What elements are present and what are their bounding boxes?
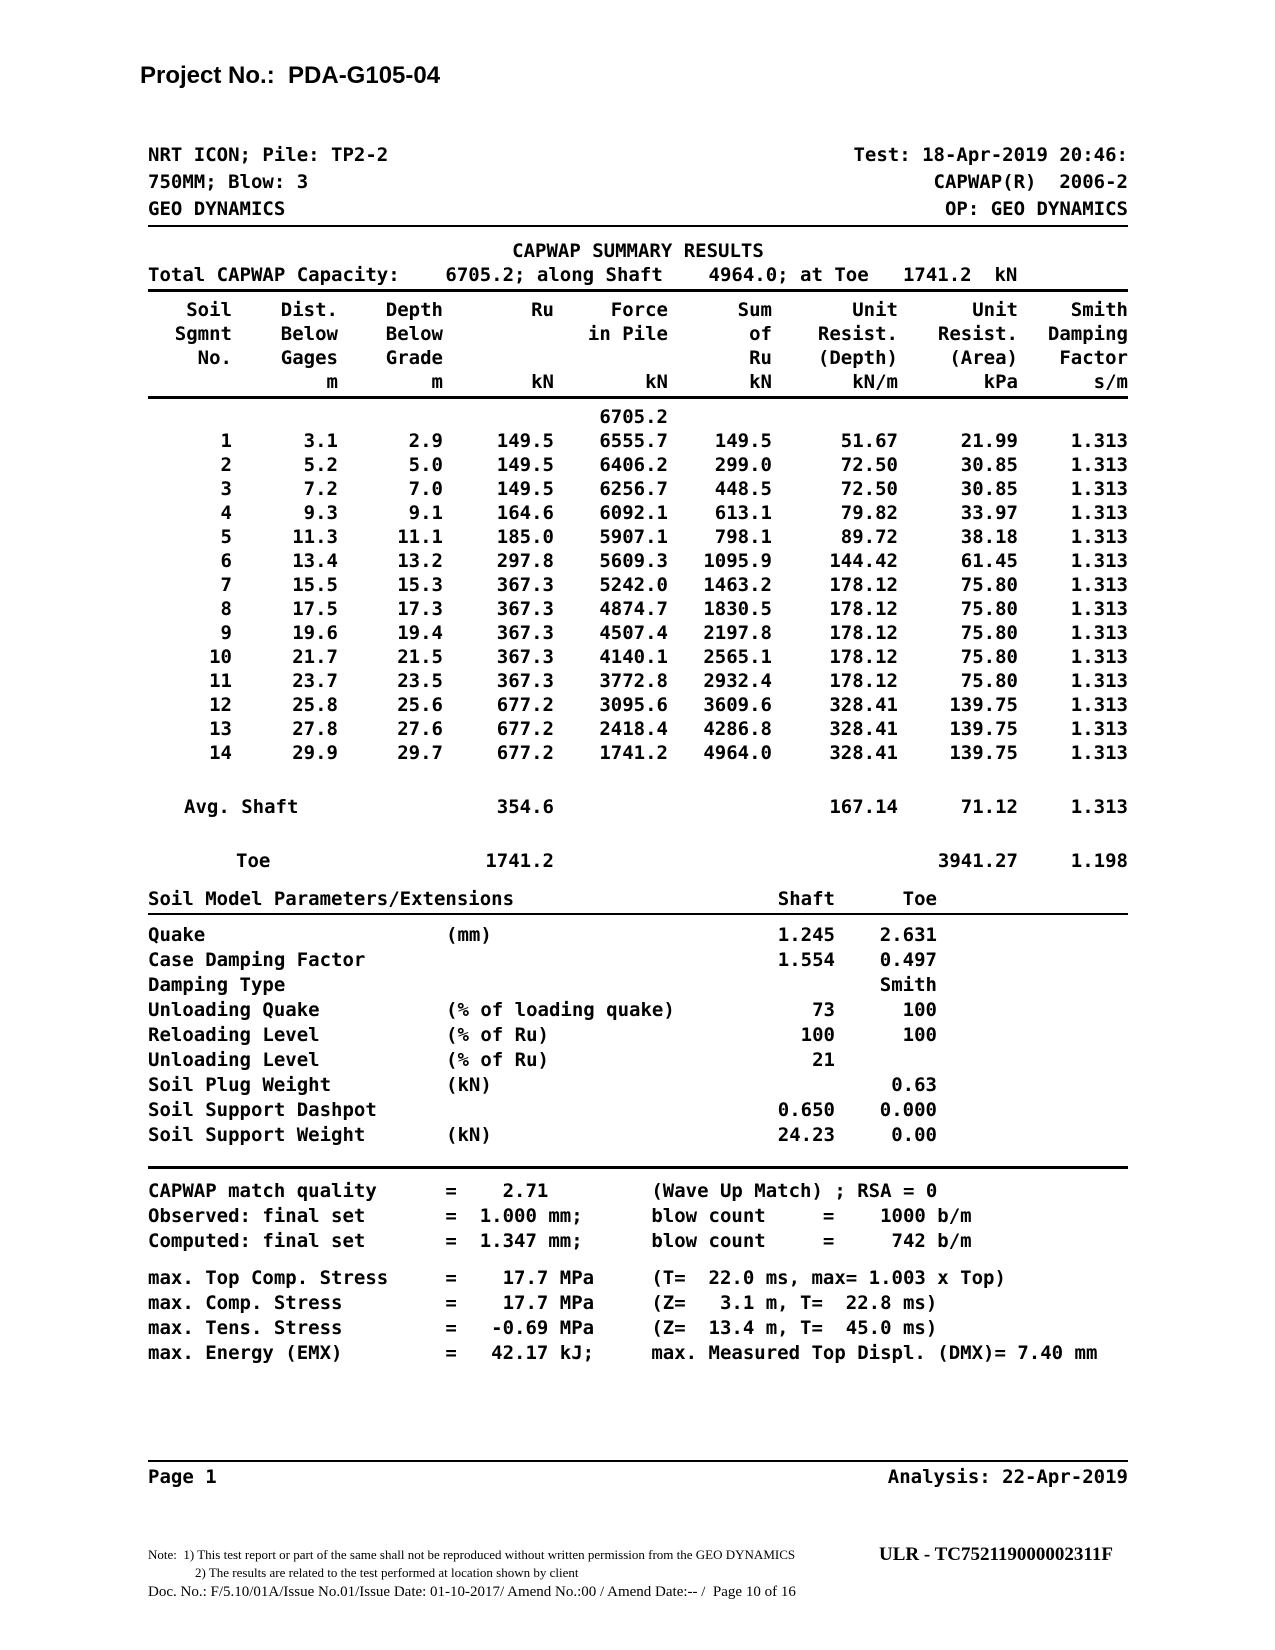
table-cell (232, 405, 338, 429)
table-cell: 100 (902, 999, 937, 1021)
table-cell: 6406.2 (599, 454, 668, 476)
table-cell: (Area) (949, 347, 1018, 369)
table-cell: 5.2 (303, 454, 338, 476)
table-cell: (% of Ru) (446, 1024, 549, 1046)
table-cell: 8 (220, 598, 232, 620)
table-cell: 4874.7 (599, 598, 668, 620)
table-cell: 21.5 (397, 646, 443, 668)
page-number: Page 1 (148, 1466, 217, 1488)
table-cell: 79.82 (840, 502, 898, 524)
table-cell: 178.12 (829, 598, 898, 620)
note-line-2: 2) The results are related to the test performed at location shown by client (195, 1565, 579, 1580)
table-cell (443, 322, 554, 346)
soil-model-row (148, 1098, 1128, 1123)
table-cell: 24.23 (777, 1124, 835, 1146)
report-header (148, 142, 1128, 223)
table-cell (668, 795, 772, 819)
table-cell: 0.000 (879, 1099, 937, 1121)
table-cell: 100 (800, 1024, 835, 1046)
observed-set-line: Observed: final set = 1.000 mm; blow count = 1000 b/m (148, 1205, 972, 1227)
table-cell: kN (645, 371, 668, 393)
table-cell: 1741.2 (599, 742, 668, 764)
table-cell: 2197.8 (703, 622, 772, 644)
table-cell: 139.75 (949, 742, 1018, 764)
table-cell: 23.5 (397, 670, 443, 692)
avg-shaft-ru: 354.6 (496, 796, 554, 818)
ulr-number: ULR - TC752119000002311F (878, 1544, 1113, 1565)
table-cell (898, 405, 1018, 429)
table-cell (554, 849, 668, 873)
table-cell: in Pile (587, 323, 668, 345)
table-cell: 1.313 (1070, 598, 1128, 620)
table-cell: 1.313 (1070, 454, 1128, 476)
table-header-row (148, 298, 1128, 322)
table-cell: Ru (531, 299, 554, 321)
table-cell: 367.3 (496, 670, 554, 692)
table-cell: 0.497 (879, 949, 937, 971)
doc-number-line: Doc. No.: F/5.10/01A/Issue No.01/Issue Date: 01-10-2017/ Amend No.:00 / Amend Date:-- / Page 10 of 16 (148, 1584, 796, 1600)
soil-model-row (148, 998, 1128, 1023)
software-version: CAPWAP(R) 2006-2 (933, 171, 1128, 193)
table-cell: 15.3 (397, 574, 443, 596)
table-row (148, 573, 1128, 597)
table-cell: 328.41 (829, 718, 898, 740)
results-table-body (148, 399, 1128, 765)
table-cell: 21.7 (292, 646, 338, 668)
table-cell: kN/m (852, 371, 898, 393)
note-line-1: Note: 1) This test report or part of the same shall not be reproduced without written permission from the GEO DYNAMICS (148, 1547, 796, 1562)
table-cell: kPa (983, 371, 1018, 393)
table-cell: Dist. (280, 299, 338, 321)
table-cell: 7 (220, 574, 232, 596)
table-cell: 11 (209, 670, 232, 692)
pile-size-blow: 750MM; Blow: 3 (148, 171, 309, 193)
table-cell: Quake (148, 924, 206, 946)
table-cell: Unloading Level (148, 1049, 320, 1071)
toe-label: Toe (236, 850, 271, 872)
table-cell: 1.313 (1070, 670, 1128, 692)
toe-ru: 1741.2 (485, 850, 554, 872)
soil-model-header (148, 887, 1128, 915)
table-cell: 75.80 (960, 670, 1018, 692)
table-cell: 17.3 (397, 598, 443, 620)
table-cell: 367.3 (496, 574, 554, 596)
table-cell: 33.97 (960, 502, 1018, 524)
table-cell: 12 (209, 694, 232, 716)
table-cell: 6705.2 (599, 406, 668, 428)
table-cell: 1.554 (777, 949, 835, 971)
table-cell: 185.0 (496, 526, 554, 548)
table-cell: 1.313 (1070, 694, 1128, 716)
soil-model-body (148, 923, 1128, 1148)
table-cell: 51.67 (840, 430, 898, 452)
table-cell (554, 346, 668, 370)
table-cell (338, 795, 443, 819)
soil-model-row (148, 973, 1128, 998)
table-cell: 7.0 (408, 478, 443, 500)
table-cell (148, 370, 232, 394)
table-cell: 677.2 (496, 694, 554, 716)
table-cell: 1.313 (1070, 550, 1128, 572)
table-cell: Unit (852, 299, 898, 321)
table-cell: 21.99 (960, 430, 1018, 452)
table-cell: 1.313 (1070, 574, 1128, 596)
table-cell: (Depth) (817, 347, 898, 369)
table-cell: Soil (186, 299, 232, 321)
match-quality-line: CAPWAP match quality = 2.71 (Wave Up Match) ; RSA = 0 (148, 1180, 938, 1202)
table-cell: 1.313 (1070, 742, 1128, 764)
table-cell: 5907.1 (599, 526, 668, 548)
table-cell: 5 (220, 526, 232, 548)
table-cell (554, 795, 668, 819)
table-cell: 6 (220, 550, 232, 572)
table-cell: kN (531, 371, 554, 393)
table-cell: 7.2 (303, 478, 338, 500)
table-cell: 149.5 (714, 430, 772, 452)
table-header-row (148, 346, 1128, 370)
table-row (148, 693, 1128, 717)
table-cell: 3.1 (303, 430, 338, 452)
table-cell: 3095.6 (599, 694, 668, 716)
divider (148, 289, 1128, 292)
max-comp-stress-line: max. Comp. Stress = 17.7 MPa (Z= 3.1 m, T= 22.8 ms) (148, 1292, 938, 1314)
table-header-row (148, 322, 1128, 346)
avg-shaft-unit-depth: 167.14 (829, 796, 898, 818)
table-cell: 297.8 (496, 550, 554, 572)
table-cell: 1.313 (1070, 502, 1128, 524)
table-cell: 144.42 (829, 550, 898, 572)
table-cell: 3609.6 (703, 694, 772, 716)
table-cell: Soil Support Weight (148, 1124, 366, 1146)
table-row (148, 405, 1128, 429)
avg-shaft-row (148, 795, 1128, 819)
max-top-comp-stress-line: max. Top Comp. Stress = 17.7 MPa (T= 22.0 ms, max= 1.003 x Top) (148, 1267, 1006, 1289)
table-cell: 19.6 (292, 622, 338, 644)
table-row (148, 525, 1128, 549)
table-cell: 328.41 (829, 742, 898, 764)
table-cell: 139.75 (949, 694, 1018, 716)
table-cell: 6555.7 (599, 430, 668, 452)
table-cell: 0.63 (891, 1074, 937, 1096)
table-cell: 613.1 (714, 502, 772, 524)
table-cell: Soil Support Dashpot (148, 1099, 377, 1121)
table-cell (443, 405, 554, 429)
table-cell: of (749, 323, 772, 345)
table-cell: (% of Ru) (446, 1049, 549, 1071)
table-cell: 13 (209, 718, 232, 740)
table-cell (668, 849, 772, 873)
page-footer (148, 1460, 1128, 1490)
header-line (148, 169, 1128, 196)
soil-model-shaft-col: Shaft (777, 888, 835, 910)
table-cell: Depth (385, 299, 443, 321)
avg-shaft-smith: 1.313 (1070, 796, 1128, 818)
test-date: Test: 18-Apr-2019 20:46: (853, 144, 1128, 166)
soil-model-row (148, 1048, 1128, 1073)
table-cell: 29.7 (397, 742, 443, 764)
table-cell: Factor (1059, 347, 1128, 369)
table-cell: 1463.2 (703, 574, 772, 596)
table-cell: 25.6 (397, 694, 443, 716)
computed-set-line: Computed: final set = 1.347 mm; blow count = 742 b/m (148, 1230, 972, 1252)
table-cell: Resist. (817, 323, 898, 345)
table-cell: 149.5 (496, 478, 554, 500)
table-cell: Below (385, 323, 443, 345)
table-cell: 38.18 (960, 526, 1018, 548)
table-cell: 75.80 (960, 574, 1018, 596)
table-cell: 1.313 (1070, 478, 1128, 500)
table-cell: 149.5 (496, 430, 554, 452)
table-cell: 17.5 (292, 598, 338, 620)
table-cell: 5242.0 (599, 574, 668, 596)
table-cell: 11.1 (397, 526, 443, 548)
table-cell: 9.3 (303, 502, 338, 524)
table-cell: m (326, 371, 338, 393)
table-cell: Smith (879, 974, 937, 996)
toe-unit-area: 3941.27 (937, 850, 1018, 872)
table-cell: (kN) (446, 1124, 492, 1146)
table-cell: Unloading Quake (148, 999, 320, 1021)
table-cell: 2.631 (879, 924, 937, 946)
table-cell: 677.2 (496, 742, 554, 764)
table-cell (443, 346, 554, 370)
table-cell (772, 405, 898, 429)
table-row (148, 453, 1128, 477)
table-row (148, 669, 1128, 693)
table-cell (835, 1048, 937, 1073)
table-row (148, 741, 1128, 765)
table-cell: 72.50 (840, 478, 898, 500)
table-row (148, 549, 1128, 573)
table-cell: Sum (737, 299, 772, 321)
table-cell: 1.245 (777, 924, 835, 946)
table-cell (1018, 405, 1128, 429)
soil-model-row (148, 1073, 1128, 1098)
table-cell: 29.9 (292, 742, 338, 764)
table-cell: 11.3 (292, 526, 338, 548)
table-cell: kN (749, 371, 772, 393)
table-cell: 367.3 (496, 646, 554, 668)
table-cell (148, 405, 232, 429)
toe-smith: 1.198 (1070, 850, 1128, 872)
header-line (148, 142, 1128, 169)
table-cell: 6092.1 (599, 502, 668, 524)
table-cell: 0.00 (891, 1124, 937, 1146)
table-cell: 73 (812, 999, 835, 1021)
table-cell: 1.313 (1070, 526, 1128, 548)
table-cell: 4964.0 (703, 742, 772, 764)
table-cell: 149.5 (496, 454, 554, 476)
table-cell: 25.8 (292, 694, 338, 716)
table-cell: 72.50 (840, 454, 898, 476)
table-cell: 2418.4 (599, 718, 668, 740)
table-cell (338, 849, 443, 873)
table-row (148, 645, 1128, 669)
table-cell: 27.8 (292, 718, 338, 740)
table-cell: (mm) (446, 924, 492, 946)
table-cell: 798.1 (714, 526, 772, 548)
project-number-title: Project No.: PDA-G105-04 (140, 62, 441, 89)
max-energy-line: max. Energy (EMX) = 42.17 kJ; max. Measured Top Displ. (DMX)= 7.40 mm (148, 1342, 1098, 1364)
table-cell: (kN) (446, 1074, 492, 1096)
table-cell: 27.6 (397, 718, 443, 740)
table-cell: 3 (220, 478, 232, 500)
max-tens-stress-line: max. Tens. Stress = -0.69 MPa (Z= 13.4 m, T= 45.0 ms) (148, 1317, 938, 1339)
soil-model-row (148, 948, 1128, 973)
table-cell: 3772.8 (599, 670, 668, 692)
table-cell: 15.5 (292, 574, 338, 596)
table-cell: 61.45 (960, 550, 1018, 572)
table-cell: 0.650 (777, 1099, 835, 1121)
table-cell: 1.313 (1070, 646, 1128, 668)
soil-model-title: Soil Model Parameters/Extensions (148, 888, 515, 910)
table-cell: 328.41 (829, 694, 898, 716)
table-cell: 2.9 (408, 430, 443, 452)
table-cell: Case Damping Factor (148, 949, 366, 971)
company-name: GEO DYNAMICS (148, 198, 286, 220)
table-cell: 1 (220, 430, 232, 452)
table-row (148, 429, 1128, 453)
table-cell: m (431, 371, 443, 393)
table-cell: 164.6 (496, 502, 554, 524)
table-cell: 9 (220, 622, 232, 644)
soil-model-row (148, 1123, 1128, 1148)
table-cell: 1.313 (1070, 622, 1128, 644)
analysis-date: Analysis: 22-Apr-2019 (887, 1466, 1128, 1488)
table-cell: 13.4 (292, 550, 338, 572)
table-cell (446, 948, 686, 973)
table-cell: 178.12 (829, 622, 898, 644)
table-cell: 4 (220, 502, 232, 524)
table-row (148, 717, 1128, 741)
table-cell: 75.80 (960, 646, 1018, 668)
report-body (148, 142, 1128, 1366)
summary-title: CAPWAP SUMMARY RESULTS (512, 240, 764, 262)
table-cell: 9.1 (408, 502, 443, 524)
spacer (937, 887, 1128, 911)
table-cell: 89.72 (840, 526, 898, 548)
table-cell: 30.85 (960, 478, 1018, 500)
total-capacity-line: Total CAPWAP Capacity: 6705.2; along Shaft 4964.0; at Toe 1741.2 kN (148, 264, 1018, 286)
avg-shaft-label: Avg. Shaft (184, 796, 299, 818)
table-cell: 5.0 (408, 454, 443, 476)
table-cell: 10 (209, 646, 232, 668)
table-cell: 4286.8 (703, 718, 772, 740)
table-row (148, 477, 1128, 501)
pile-id: NRT ICON; Pile: TP2-2 (148, 144, 389, 166)
header-line (148, 196, 1128, 223)
table-cell: 677.2 (496, 718, 554, 740)
table-cell: 367.3 (496, 598, 554, 620)
table-cell: 1830.5 (703, 598, 772, 620)
table-cell: 367.3 (496, 622, 554, 644)
table-cell: (% of loading quake) (446, 999, 675, 1021)
table-row (148, 597, 1128, 621)
table-cell: 30.85 (960, 454, 1018, 476)
operator-name: OP: GEO DYNAMICS (944, 198, 1128, 220)
table-cell: 2 (220, 454, 232, 476)
stress-block (148, 1266, 1128, 1366)
table-cell: 100 (902, 1024, 937, 1046)
table-cell: Resist. (937, 323, 1018, 345)
table-cell: Unit (972, 299, 1018, 321)
table-cell (686, 973, 835, 998)
table-cell: 4507.4 (599, 622, 668, 644)
table-cell: Grade (385, 347, 443, 369)
table-cell (772, 849, 898, 873)
table-cell: Force (610, 299, 668, 321)
table-cell (686, 1073, 835, 1098)
table-cell: 178.12 (829, 670, 898, 692)
table-cell: 1.313 (1070, 718, 1128, 740)
table-row (148, 621, 1128, 645)
soil-model-row (148, 923, 1128, 948)
table-cell: 2565.1 (703, 646, 772, 668)
table-cell: 75.80 (960, 598, 1018, 620)
table-cell: 5609.3 (599, 550, 668, 572)
table-cell: Damping Type (148, 974, 286, 996)
table-cell (446, 1098, 686, 1123)
table-cell: 19.4 (397, 622, 443, 644)
fine-print (148, 1546, 1128, 1601)
table-cell: 14 (209, 742, 232, 764)
match-quality-block (148, 1169, 1128, 1254)
footer-line (148, 1462, 1128, 1490)
table-cell: 13.2 (397, 550, 443, 572)
table-cell: 1095.9 (703, 550, 772, 572)
soil-model-toe-col: Toe (902, 888, 937, 910)
table-header-row (148, 370, 1128, 394)
table-cell: 299.0 (714, 454, 772, 476)
toe-row (148, 849, 1128, 873)
results-table-header (148, 298, 1128, 394)
table-cell: Soil Plug Weight (148, 1074, 332, 1096)
table-cell: 178.12 (829, 574, 898, 596)
table-cell: 1.313 (1070, 430, 1128, 452)
table-cell: 4140.1 (599, 646, 668, 668)
table-cell: 23.7 (292, 670, 338, 692)
table-cell: No. (197, 347, 232, 369)
table-cell: 139.75 (949, 718, 1018, 740)
table-cell: Smith (1070, 299, 1128, 321)
table-cell: Gages (280, 347, 338, 369)
table-cell: Sgmnt (174, 323, 232, 345)
soil-model-row (148, 1023, 1128, 1048)
table-cell: s/m (1093, 371, 1128, 393)
avg-shaft-unit-area: 71.12 (960, 796, 1018, 818)
table-cell: 2932.4 (703, 670, 772, 692)
table-cell: Reloading Level (148, 1024, 320, 1046)
table-cell: 448.5 (714, 478, 772, 500)
table-cell: 75.80 (960, 622, 1018, 644)
table-cell: 6256.7 (599, 478, 668, 500)
divider (148, 225, 1128, 227)
table-cell (446, 973, 686, 998)
table-cell: Damping (1047, 323, 1128, 345)
table-cell: Ru (749, 347, 772, 369)
table-cell: 178.12 (829, 646, 898, 668)
table-cell: Below (280, 323, 338, 345)
table-cell (338, 405, 443, 429)
table-cell (668, 405, 772, 429)
table-row (148, 501, 1128, 525)
table-cell: 21 (812, 1049, 835, 1071)
